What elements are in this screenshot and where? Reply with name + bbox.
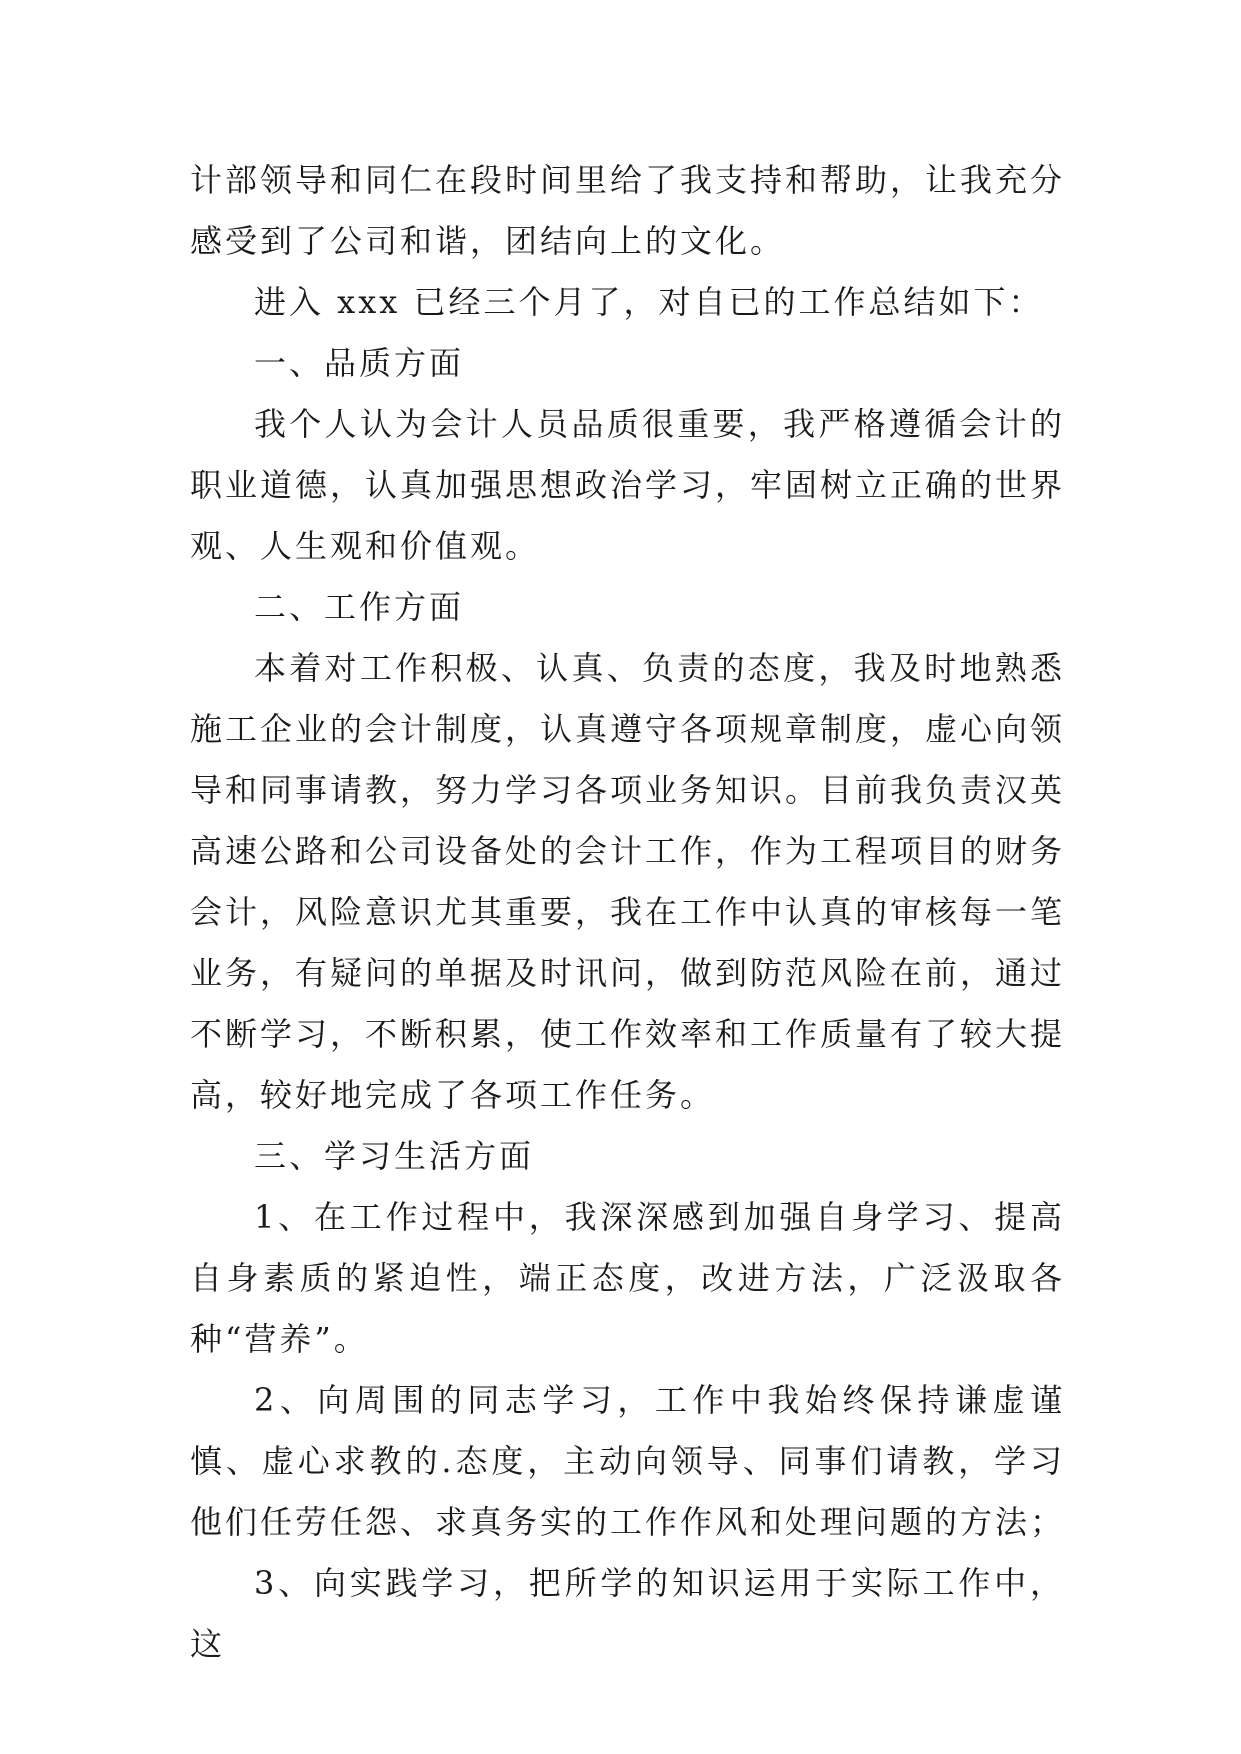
document-body — [190, 150, 1065, 1675]
paragraph-work: 本着对工作积极、认真、负责的态度，我及时地熟悉施工企业的会计制度，认真遵守各项规章制度，虚心向领导和同事请教，努力学习各项业务知识。目前我负责汉英高速公路和公司设备处的会计工作，作为工程项目的财务会计，风险意识尤其重要，我在工作中认真的审核每一笔业务，有疑问的单据及时讯问，做到防范风险在前，通过不断学习，不断积累，使工作效率和工作质量有了较大提高，较好地完成了各项工作任务。 — [190, 649, 1066, 1114]
list-item-2: 2、向周围的同志学习，工作中我始终保持谦虚谨慎、虚心求教的.态度，主动向领导、同事们请教，学习他们任劳任怨、求真务实的工作作风和处理问题的方法； — [190, 1381, 1066, 1541]
section-heading-work: 二、工作方面 — [254, 588, 465, 626]
list-item-3: 3、向实践学习，把所学的知识运用于实际工作中，这 — [190, 1564, 1065, 1663]
paragraph-quality: 我个人认为会计人员品质很重要，我严格遵循会计的职业道德，认真加强思想政治学习，牢固树立正确的世界观、人生观和价值观。 — [190, 405, 1066, 565]
section-heading-quality: 一、品质方面 — [254, 344, 465, 382]
list-item-1: 1、在工作过程中，我深深感到加强自身学习、提高自身素质的紧迫性，端正态度，改进方法，广泛汲取各种“营养”。 — [190, 1198, 1065, 1358]
paragraph-2: 进入 xxx 已经三个月了，对自已的工作总结如下： — [254, 283, 1044, 321]
paragraph-1: 计部领导和同仁在段时间里给了我支持和帮助，让我充分感受到了公司和谐，团结向上的文化。 — [190, 161, 1066, 260]
section-heading-study-life: 三、学习生活方面 — [254, 1137, 535, 1175]
